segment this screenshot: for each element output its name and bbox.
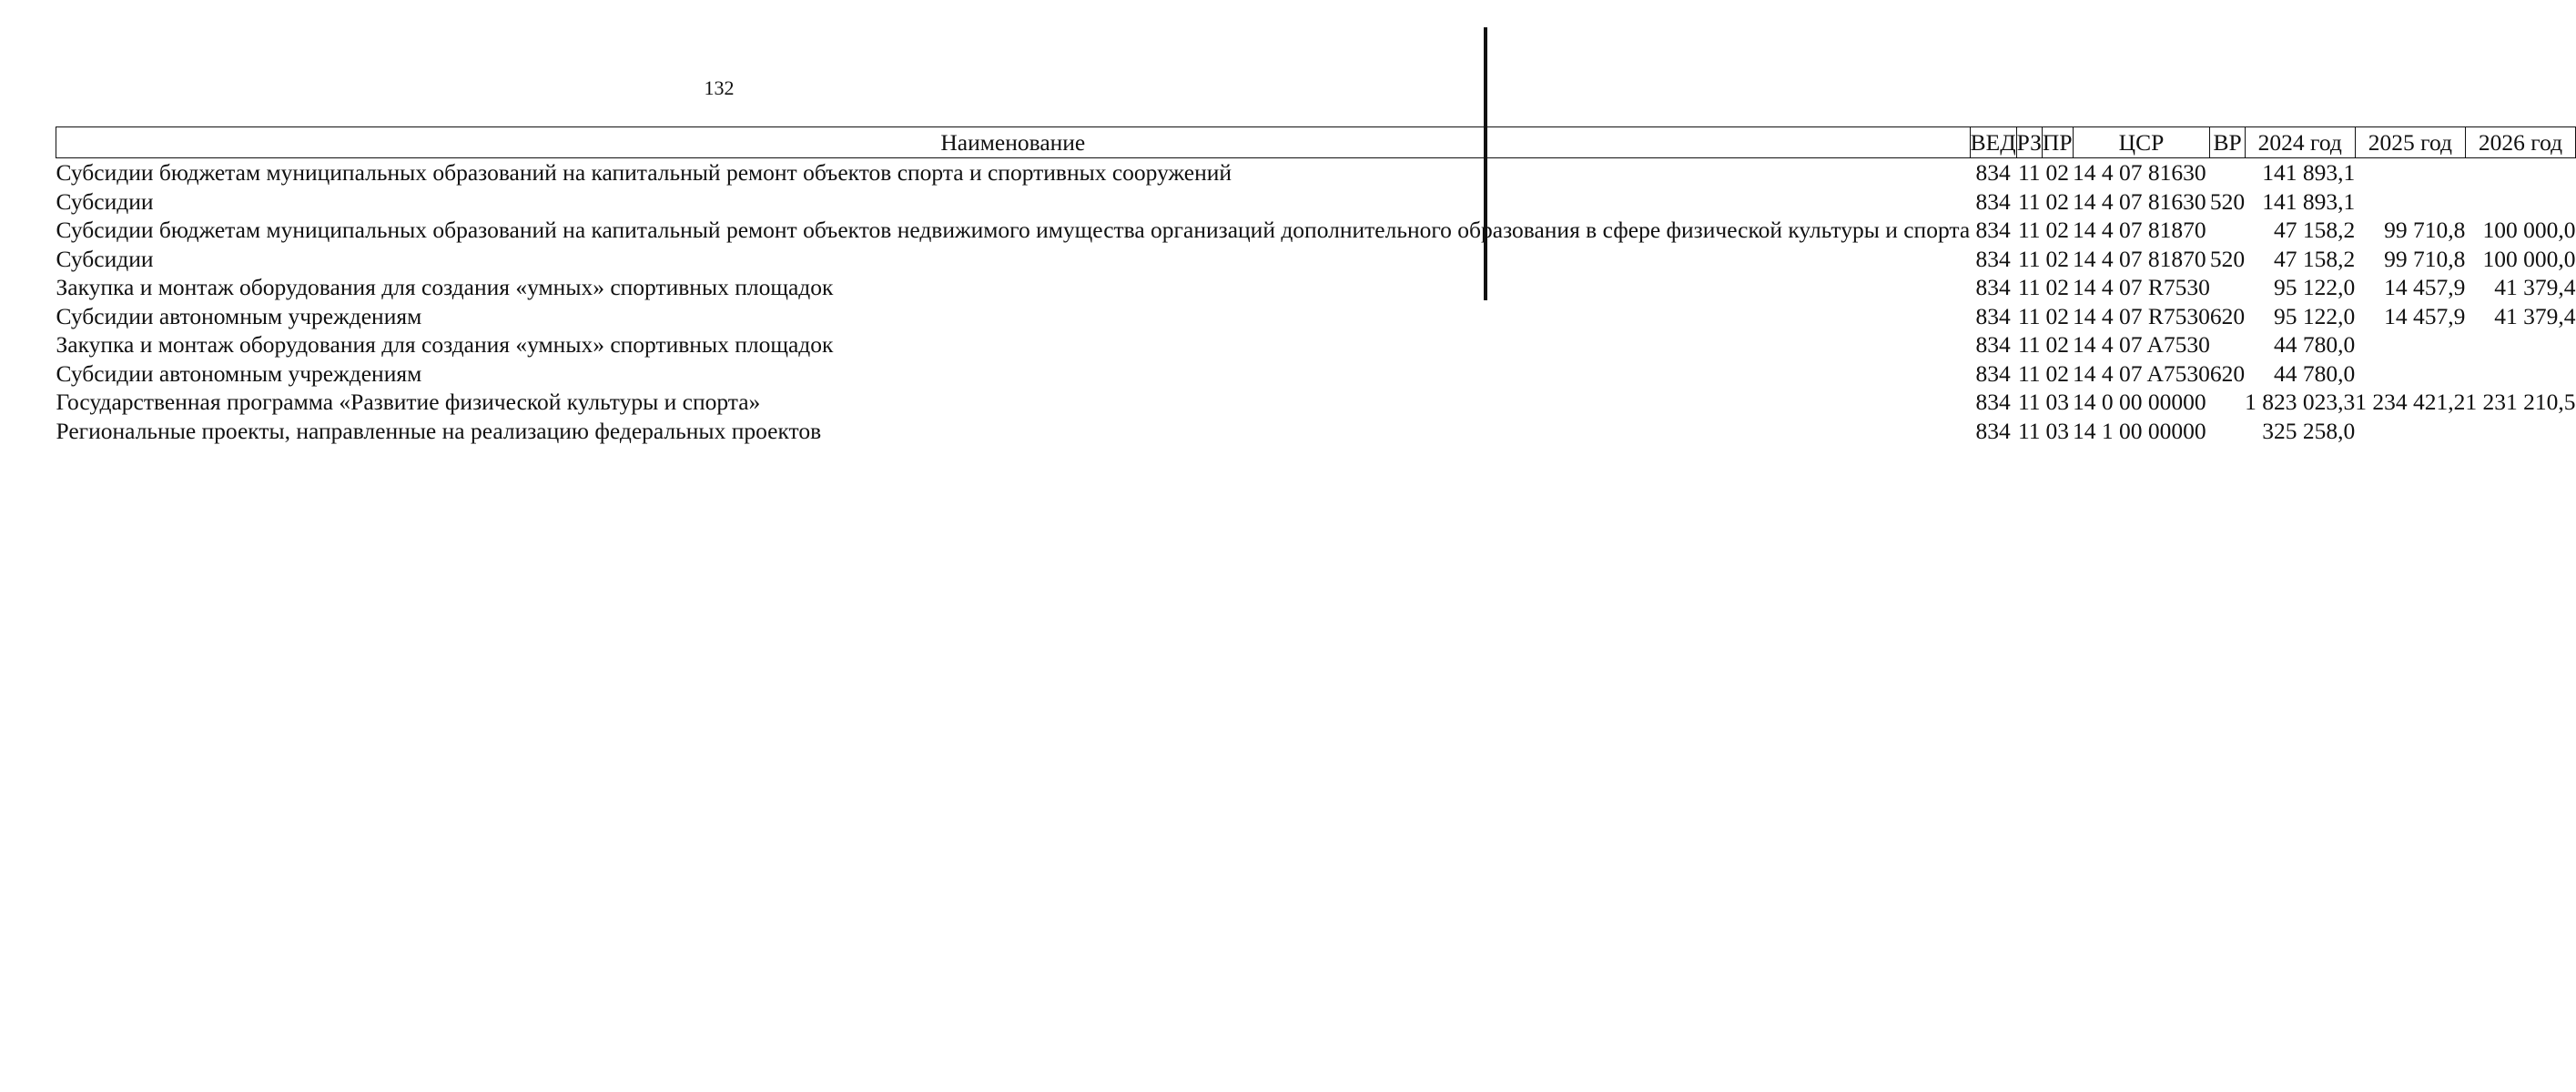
header-ved: ВЕД [1970,127,2016,158]
cell-2026 [2465,187,2575,217]
cell-2026: 41 379,4 [2494,302,2576,329]
cell-csr: 14 4 07 A7530 [2073,331,2210,358]
cell-name: Субсидии [56,245,154,272]
cell-rz: 11 [2018,217,2041,243]
header-csr: ЦСР [2073,127,2210,158]
table-row [56,359,2576,389]
cell-name: Закупка и монтаж оборудования для создания «умных» спортивных площадок [56,331,834,358]
cell-2024: 95 122,0 [2274,302,2356,329]
cell-ved: 834 [1975,159,2011,186]
cell-ved: 834 [1975,389,2011,415]
budget-table [56,126,2576,445]
cell-rz: 11 [2018,245,2041,272]
cell-2024: 1 823 023,3 [2245,389,2356,415]
cell-ved: 834 [1975,187,2011,215]
header-rz: РЗ [2016,127,2042,158]
table-row [56,187,2576,217]
cell-vr [2210,388,2245,417]
cell-csr: 14 4 07 81630 [2073,159,2206,186]
cell-vr: 620 [2209,302,2246,329]
cell-name: Субсидии бюджетам муниципальных образований на капитальный ремонт объектов спорта и спортивных сооружений [56,159,1232,186]
cell-rz: 11 [2018,389,2041,415]
cell-csr: 14 4 07 81870 [2073,217,2206,243]
table-row [56,158,2576,187]
cell-2024: 95 122,0 [2274,274,2356,300]
cell-ved: 834 [1975,359,2011,387]
cell-2025 [2355,187,2465,217]
cell-2025 [2355,158,2465,187]
cell-csr: 14 4 07 81630 [2073,187,2206,215]
cell-pr: 02 [2045,245,2069,272]
cell-ved: 834 [1975,245,2011,272]
cell-2024: 141 893,1 [2262,187,2356,215]
cell-rz: 11 [2018,302,2041,329]
cell-ved: 834 [1975,217,2011,243]
table-row [56,216,2576,245]
cell-csr: 14 1 00 00000 [2073,417,2206,444]
cell-2026 [2465,417,2575,446]
cell-ved: 834 [1975,302,2011,329]
cell-vr [2210,273,2245,302]
table-body [56,158,2576,446]
cell-name: Закупка и монтаж оборудования для создания «умных» спортивных площадок [56,274,834,300]
header-2025: 2025 год [2355,127,2465,158]
cell-ved: 834 [1975,331,2011,358]
cell-pr: 02 [2045,331,2069,358]
cell-vr [2210,158,2245,187]
cell-2024: 141 893,1 [2262,159,2356,186]
cell-2025 [2355,330,2465,359]
cell-name: Субсидии бюджетам муниципальных образований на капитальный ремонт объектов недвижимого имущества организаций дополнительного образования в сфере физической культуры и спорта [56,217,1971,243]
cell-name: Субсидии автономным учреждениям [56,359,422,387]
cell-name: Субсидии [56,187,154,215]
cell-2024: 47 158,2 [2274,217,2356,243]
cell-pr: 03 [2045,389,2069,415]
cell-rz: 11 [2018,359,2041,387]
cell-csr: 14 4 07 R7530 [2073,302,2210,329]
table-row [56,302,2576,331]
cell-pr: 02 [2045,217,2069,243]
header-2026: 2026 год [2465,127,2575,158]
cell-vr [2210,417,2245,446]
cell-2026: 41 379,4 [2494,274,2576,300]
cell-2025 [2355,417,2465,446]
cell-pr: 02 [2045,302,2069,329]
header-name: Наименование [56,127,1971,158]
cell-vr [2210,330,2245,359]
cell-ved: 834 [1975,274,2011,300]
cell-ved: 834 [1975,417,2011,444]
cell-2024: 44 780,0 [2274,331,2356,358]
cell-2025: 99 710,8 [2384,245,2466,272]
cell-2025: 14 457,9 [2384,302,2466,329]
table-row [56,330,2576,359]
table-row [56,273,2576,302]
cell-csr: 14 4 07 A7530 [2073,359,2210,387]
cell-2025: 1 234 421,2 [2355,389,2466,415]
cell-2026: 100 000,0 [2482,245,2576,272]
cell-vr: 520 [2209,187,2246,215]
table-header-row [56,127,2576,158]
cell-2024: 325 258,0 [2262,417,2356,444]
cell-vr: 620 [2209,359,2246,387]
table-row [56,417,2576,446]
cell-vr [2210,216,2245,245]
cell-pr: 03 [2045,417,2069,444]
cell-rz: 11 [2018,159,2041,186]
cell-csr: 14 0 00 00000 [2073,389,2206,415]
cell-2026 [2465,330,2575,359]
cell-2025: 99 710,8 [2384,217,2466,243]
cell-2026 [2465,158,2575,187]
cell-pr: 02 [2045,187,2069,215]
cell-rz: 11 [2018,274,2041,300]
table-row [56,388,2576,417]
cell-2026: 100 000,0 [2482,217,2576,243]
cell-2026: 1 231 210,5 [2465,389,2576,415]
cell-2025: 14 457,9 [2384,274,2466,300]
header-2024: 2024 год [2245,127,2355,158]
cell-rz: 11 [2018,331,2041,358]
cell-vr: 520 [2209,245,2246,272]
cell-pr: 02 [2045,159,2069,186]
table-row [56,245,2576,274]
cell-csr: 14 4 07 R7530 [2073,274,2210,300]
cell-2025 [2355,359,2465,389]
cell-2024: 47 158,2 [2274,245,2356,272]
cell-pr: 02 [2045,359,2069,387]
cell-2026 [2465,359,2575,389]
header-vr: ВР [2210,127,2245,158]
cell-pr: 02 [2045,274,2069,300]
cell-rz: 11 [2018,187,2041,215]
cell-name: Государственная программа «Развитие физической культуры и спорта» [56,389,761,415]
cell-name: Региональные проекты, направленные на реализацию федеральных проектов [56,417,822,444]
cell-name: Субсидии автономным учреждениям [56,302,422,329]
cell-rz: 11 [2018,417,2041,444]
header-pr: ПР [2042,127,2073,158]
cell-2024: 44 780,0 [2274,359,2356,387]
page-number: 132 [704,76,735,99]
cell-csr: 14 4 07 81870 [2073,245,2206,272]
